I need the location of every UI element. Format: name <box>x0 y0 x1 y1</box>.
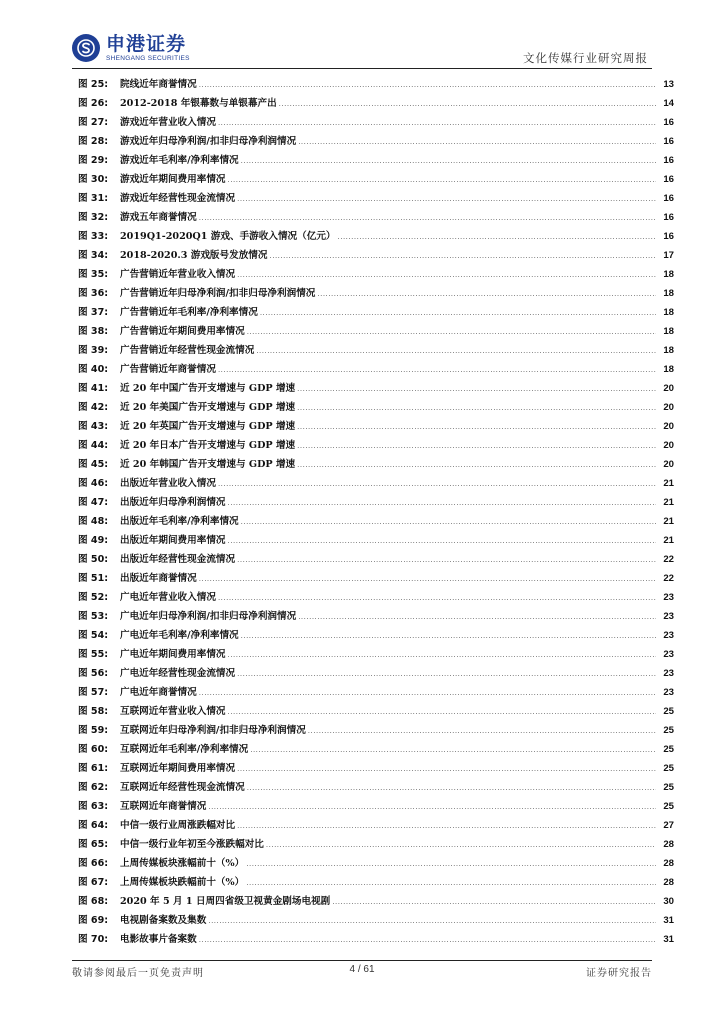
toc-entry[interactable] <box>78 607 674 626</box>
toc-page-number: 18 <box>663 364 674 375</box>
toc-figure-title: 院线近年商誉情况 <box>120 79 197 90</box>
toc-leader-dots <box>270 246 657 265</box>
toc-figure-title: 近 20 年日本广告开支增速与 GDP 增速 <box>120 440 296 451</box>
toc-entry[interactable] <box>78 113 674 132</box>
header-divider <box>72 68 652 69</box>
toc-leader-dots <box>228 493 656 512</box>
toc-figure-label: 图 51: <box>78 573 109 584</box>
toc-leader-dots <box>246 854 656 873</box>
toc-page-number: 28 <box>663 858 674 869</box>
toc-entry[interactable] <box>78 702 674 721</box>
toc-leader-dots <box>228 645 656 664</box>
toc-page-number: 16 <box>663 174 674 185</box>
toc-leader-dots <box>298 132 656 151</box>
toc-entry[interactable] <box>78 436 674 455</box>
toc-figure-label: 图 31: <box>78 193 109 204</box>
toc-leader-dots <box>228 702 656 721</box>
toc-figure-title: 广告营销近年毛利率/净利率情况 <box>120 307 258 318</box>
toc-figure-title: 游戏五年商誉情况 <box>120 212 197 223</box>
toc-page-number: 20 <box>663 402 674 413</box>
toc-figure-title: 出版近年归母净利润情况 <box>120 497 226 508</box>
toc-figure-title: 互联网近年期间费用率情况 <box>120 763 236 774</box>
toc-figure-title: 游戏近年毛利率/净利率情况 <box>120 155 239 166</box>
toc-page-number: 21 <box>663 497 674 508</box>
toc-entry[interactable] <box>78 341 674 360</box>
toc-figure-title: 上周传媒板块跌幅前十（%） <box>120 877 245 888</box>
toc-figure-label: 图 32: <box>78 212 109 223</box>
report-title: 文化传媒行业研究周报 <box>523 51 648 65</box>
toc-page-number: 18 <box>663 326 674 337</box>
toc-page-number: 20 <box>663 440 674 451</box>
toc-leader-dots <box>208 911 656 930</box>
toc-page-number: 18 <box>663 288 674 299</box>
toc-entry[interactable] <box>78 246 674 265</box>
toc-figure-title: 出版近年经营性现金流情况 <box>120 554 236 565</box>
toc-page-number: 23 <box>663 668 674 679</box>
toc-leader-dots <box>297 455 656 474</box>
toc-entry[interactable] <box>78 645 674 664</box>
toc-figure-title: 广电近年营业收入情况 <box>120 592 216 603</box>
toc-entry[interactable] <box>78 911 674 930</box>
toc-leader-dots <box>199 569 656 588</box>
toc-figure-label: 图 46: <box>78 478 109 489</box>
toc-figure-label: 图 62: <box>78 782 109 793</box>
toc-entry[interactable] <box>78 930 674 949</box>
toc-figure-title: 广告营销近年经营性现金流情况 <box>120 345 255 356</box>
toc-figure-title: 出版近年商誉情况 <box>120 573 197 584</box>
toc-leader-dots <box>237 265 656 284</box>
toc-page-number: 25 <box>663 706 674 717</box>
toc-entry[interactable] <box>78 797 674 816</box>
toc-figure-title: 2019Q1-2020Q1 游戏、手游收入情况（亿元） <box>120 231 336 242</box>
toc-page-number: 21 <box>663 535 674 546</box>
toc-figure-label: 图 43: <box>78 421 109 432</box>
toc-entry[interactable] <box>78 455 674 474</box>
toc-leader-dots <box>279 94 656 113</box>
toc-page-number: 23 <box>663 611 674 622</box>
toc-page-number: 22 <box>663 554 674 565</box>
toc-figure-title: 广电近年归母净利润/扣非归母净利润情况 <box>120 611 297 622</box>
toc-entry[interactable] <box>78 208 674 227</box>
toc-leader-dots <box>237 189 656 208</box>
toc-figure-label: 图 52: <box>78 592 109 603</box>
toc-figure-title: 游戏近年期间费用率情况 <box>120 174 226 185</box>
toc-figure-title: 上周传媒板块涨幅前十（%） <box>120 858 245 869</box>
toc-leader-dots <box>297 398 656 417</box>
toc-page-number: 30 <box>663 896 674 907</box>
toc-page-number: 20 <box>663 383 674 394</box>
toc-entry[interactable] <box>78 835 674 854</box>
toc-entry[interactable] <box>78 132 674 151</box>
toc-page-number: 31 <box>663 934 674 945</box>
figure-list <box>78 75 674 949</box>
toc-entry[interactable] <box>78 303 674 322</box>
toc-figure-title: 近 20 年美国广告开支增速与 GDP 增速 <box>120 402 296 413</box>
toc-leader-dots <box>241 151 656 170</box>
toc-entry[interactable] <box>78 664 674 683</box>
toc-page-number: 21 <box>663 516 674 527</box>
toc-figure-title: 电影故事片备案数 <box>120 934 197 945</box>
toc-leader-dots <box>241 626 656 645</box>
toc-leader-dots <box>208 797 656 816</box>
toc-figure-label: 图 70: <box>78 934 109 945</box>
toc-figure-label: 图 69: <box>78 915 109 926</box>
toc-page-number: 16 <box>663 193 674 204</box>
toc-page-number: 23 <box>663 630 674 641</box>
toc-figure-label: 图 36: <box>78 288 109 299</box>
company-logo <box>72 34 190 63</box>
toc-entry[interactable] <box>78 94 674 113</box>
toc-figure-title: 广电近年期间费用率情况 <box>120 649 226 660</box>
toc-figure-title: 近 20 年英国广告开支增速与 GDP 增速 <box>120 421 296 432</box>
toc-leader-dots <box>237 550 656 569</box>
toc-entry[interactable] <box>78 360 674 379</box>
toc-figure-title: 近 20 年中国广告开支增速与 GDP 增速 <box>120 383 296 394</box>
toc-leader-dots <box>218 588 656 607</box>
toc-entry[interactable] <box>78 512 674 531</box>
toc-leader-dots <box>237 816 656 835</box>
toc-page-number: 28 <box>663 877 674 888</box>
toc-page-number: 13 <box>663 79 674 90</box>
toc-figure-label: 图 38: <box>78 326 109 337</box>
toc-entry[interactable] <box>78 626 674 645</box>
toc-leader-dots <box>218 474 656 493</box>
toc-entry[interactable] <box>78 75 674 94</box>
toc-entry[interactable] <box>78 322 674 341</box>
toc-leader-dots <box>297 379 656 398</box>
toc-page-number: 25 <box>663 744 674 755</box>
toc-figure-title: 互联网近年毛利率/净利率情况 <box>120 744 249 755</box>
toc-figure-label: 图 47: <box>78 497 109 508</box>
toc-leader-dots <box>338 227 656 246</box>
toc-page-number: 25 <box>663 801 674 812</box>
toc-entry[interactable] <box>78 816 674 835</box>
toc-page-number: 22 <box>663 573 674 584</box>
toc-leader-dots <box>317 284 656 303</box>
toc-leader-dots <box>228 531 656 550</box>
toc-leader-dots <box>228 170 656 189</box>
toc-figure-label: 图 25: <box>78 79 109 90</box>
toc-entry[interactable] <box>78 417 674 436</box>
toc-entry[interactable] <box>78 265 674 284</box>
toc-figure-title: 出版近年期间费用率情况 <box>120 535 226 546</box>
toc-leader-dots <box>241 512 656 531</box>
toc-figure-title: 游戏近年归母净利润/扣非归母净利润情况 <box>120 136 297 147</box>
toc-leader-dots <box>199 208 656 227</box>
toc-page-number: 23 <box>663 649 674 660</box>
toc-figure-label: 图 53: <box>78 611 109 622</box>
toc-page-number: 23 <box>663 592 674 603</box>
toc-entry[interactable] <box>78 550 674 569</box>
toc-figure-title: 互联网近年商誉情况 <box>120 801 207 812</box>
toc-entry[interactable] <box>78 569 674 588</box>
toc-figure-title: 互联网近年营业收入情况 <box>120 706 226 717</box>
toc-leader-dots <box>246 873 656 892</box>
toc-figure-label: 图 58: <box>78 706 109 717</box>
toc-entry[interactable] <box>78 474 674 493</box>
toc-figure-label: 图 44: <box>78 440 109 451</box>
toc-figure-label: 图 28: <box>78 136 109 147</box>
toc-leader-dots <box>297 436 656 455</box>
toc-page-number: 25 <box>663 763 674 774</box>
toc-leader-dots <box>199 683 656 702</box>
toc-page-number: 16 <box>663 155 674 166</box>
toc-figure-label: 图 54: <box>78 630 109 641</box>
toc-leader-dots <box>308 721 656 740</box>
toc-entry[interactable] <box>78 759 674 778</box>
toc-entry[interactable] <box>78 151 674 170</box>
toc-figure-title: 游戏近年营业收入情况 <box>120 117 216 128</box>
toc-leader-dots <box>332 892 656 911</box>
toc-entry[interactable] <box>78 189 674 208</box>
toc-figure-title: 2012-2018 年银幕数与单银幕产出 <box>120 98 277 109</box>
footer-divider <box>72 960 652 961</box>
toc-figure-label: 图 65: <box>78 839 109 850</box>
toc-figure-label: 图 49: <box>78 535 109 546</box>
toc-figure-label: 图 40: <box>78 364 109 375</box>
toc-page-number: 18 <box>663 307 674 318</box>
toc-page-number: 25 <box>663 725 674 736</box>
toc-figure-title: 广电近年毛利率/净利率情况 <box>120 630 239 641</box>
toc-figure-title: 2020 年 5 月 1 日周四省级卫视黄金剧场电视剧 <box>120 896 331 907</box>
toc-figure-label: 图 60: <box>78 744 109 755</box>
logo-emblem-icon <box>72 34 100 62</box>
toc-figure-label: 图 61: <box>78 763 109 774</box>
toc-leader-dots <box>256 341 656 360</box>
toc-leader-dots <box>297 417 656 436</box>
toc-figure-label: 图 48: <box>78 516 109 527</box>
toc-leader-dots <box>237 759 656 778</box>
page-header <box>0 0 724 72</box>
toc-leader-dots <box>250 740 656 759</box>
toc-figure-label: 图 59: <box>78 725 109 736</box>
toc-figure-label: 图 29: <box>78 155 109 166</box>
toc-entry[interactable] <box>78 873 674 892</box>
toc-figure-label: 图 30: <box>78 174 109 185</box>
toc-leader-dots <box>266 835 656 854</box>
toc-figure-title: 广告营销近年期间费用率情况 <box>120 326 245 337</box>
toc-page-number: 14 <box>663 98 674 109</box>
toc-entry[interactable] <box>78 740 674 759</box>
toc-entry[interactable] <box>78 721 674 740</box>
toc-entry[interactable] <box>78 170 674 189</box>
toc-figure-label: 图 42: <box>78 402 109 413</box>
toc-figure-title: 互联网近年归母净利润/扣非归母净利润情况 <box>120 725 306 736</box>
toc-page-number: 31 <box>663 915 674 926</box>
toc-page-number: 25 <box>663 782 674 793</box>
toc-page-number: 18 <box>663 345 674 356</box>
toc-entry[interactable] <box>78 493 674 512</box>
toc-entry[interactable] <box>78 778 674 797</box>
toc-page-number: 16 <box>663 231 674 242</box>
toc-figure-label: 图 57: <box>78 687 109 698</box>
toc-figure-label: 图 27: <box>78 117 109 128</box>
toc-page-number: 23 <box>663 687 674 698</box>
page-number: 4 / 61 <box>349 964 375 975</box>
toc-leader-dots <box>237 664 656 683</box>
toc-leader-dots <box>218 113 656 132</box>
toc-figure-title: 游戏近年经营性现金流情况 <box>120 193 236 204</box>
toc-figure-label: 图 66: <box>78 858 109 869</box>
toc-figure-title: 广告营销近年归母净利润/扣非归母净利润情况 <box>120 288 316 299</box>
toc-page-number: 16 <box>663 117 674 128</box>
toc-figure-label: 图 67: <box>78 877 109 888</box>
toc-figure-label: 图 34: <box>78 250 109 261</box>
toc-page-number: 16 <box>663 212 674 223</box>
toc-leader-dots <box>199 75 656 94</box>
toc-page-number: 20 <box>663 459 674 470</box>
toc-entry[interactable] <box>78 588 674 607</box>
document-type: 证券研究报告 <box>586 968 652 979</box>
disclaimer-note: 敬请参阅最后一页免责声明 <box>72 968 204 979</box>
toc-entry[interactable] <box>78 379 674 398</box>
toc-figure-label: 图 26: <box>78 98 109 109</box>
toc-entry[interactable] <box>78 892 674 911</box>
toc-figure-title: 出版近年毛利率/净利率情况 <box>120 516 239 527</box>
toc-page-number: 27 <box>663 820 674 831</box>
toc-figure-label: 图 64: <box>78 820 109 831</box>
toc-entry[interactable] <box>78 854 674 873</box>
toc-figure-title: 广告营销近年营业收入情况 <box>120 269 236 280</box>
toc-entry[interactable] <box>78 683 674 702</box>
toc-figure-label: 图 63: <box>78 801 109 812</box>
toc-page-number: 21 <box>663 478 674 489</box>
toc-page-number: 17 <box>663 250 674 261</box>
toc-figure-label: 图 50: <box>78 554 109 565</box>
toc-figure-label: 图 39: <box>78 345 109 356</box>
toc-figure-title: 广告营销近年商誉情况 <box>120 364 216 375</box>
toc-leader-dots <box>247 322 656 341</box>
toc-figure-title: 中信一级行业年初至今涨跌幅对比 <box>120 839 264 850</box>
toc-page-number: 18 <box>663 269 674 280</box>
toc-leader-dots <box>218 360 656 379</box>
toc-page-number: 28 <box>663 839 674 850</box>
toc-figure-label: 图 41: <box>78 383 109 394</box>
toc-entry[interactable] <box>78 398 674 417</box>
toc-leader-dots <box>199 930 656 949</box>
toc-figure-label: 图 37: <box>78 307 109 318</box>
toc-figure-title: 2018-2020.3 游戏版号发放情况 <box>120 250 268 261</box>
toc-entry[interactable] <box>78 227 674 246</box>
toc-leader-dots <box>298 607 656 626</box>
toc-figure-label: 图 68: <box>78 896 109 907</box>
toc-figure-title: 广电近年商誉情况 <box>120 687 197 698</box>
toc-entry[interactable] <box>78 531 674 550</box>
toc-figure-label: 图 45: <box>78 459 109 470</box>
toc-figure-title: 出版近年营业收入情况 <box>120 478 216 489</box>
toc-figure-title: 广电近年经营性现金流情况 <box>120 668 236 679</box>
toc-figure-title: 互联网近年经营性现金流情况 <box>120 782 245 793</box>
logo-chinese-name: 申港证券 <box>106 33 187 55</box>
toc-figure-title: 近 20 年韩国广告开支增速与 GDP 增速 <box>120 459 296 470</box>
toc-leader-dots <box>260 303 656 322</box>
toc-figure-label: 图 55: <box>78 649 109 660</box>
logo-english-name: SHENGANG SECURITIES <box>106 55 190 62</box>
toc-page-number: 16 <box>663 136 674 147</box>
toc-figure-title: 中信一级行业周涨跌幅对比 <box>120 820 236 831</box>
toc-entry[interactable] <box>78 284 674 303</box>
toc-figure-label: 图 56: <box>78 668 109 679</box>
toc-leader-dots <box>247 778 656 797</box>
toc-page-number: 20 <box>663 421 674 432</box>
toc-figure-label: 图 33: <box>78 231 109 242</box>
toc-figure-title: 电视剧备案数及集数 <box>120 915 207 926</box>
page-footer <box>72 964 652 980</box>
toc-figure-label: 图 35: <box>78 269 109 280</box>
